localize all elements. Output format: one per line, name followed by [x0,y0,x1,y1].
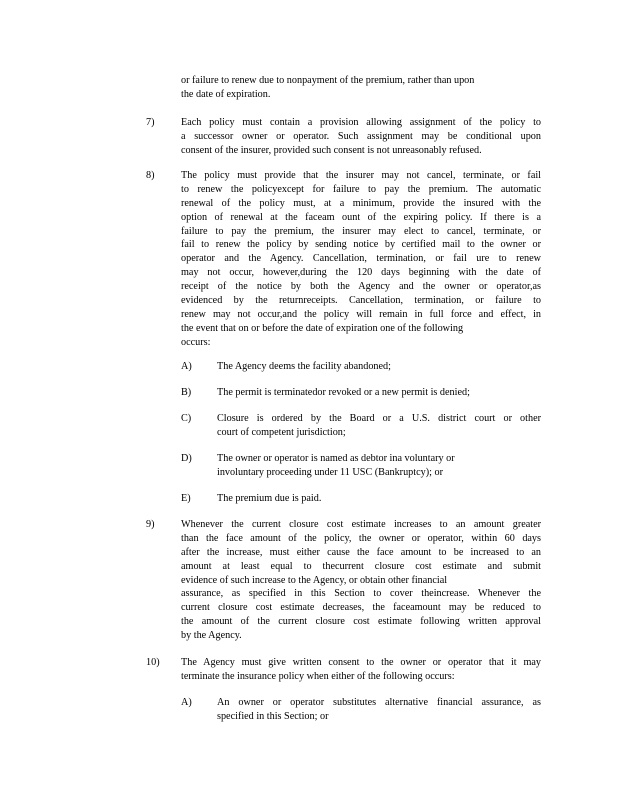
paragraph-line: fail to renew the policy by sending notice by certified mail to the owner or [181,239,541,251]
paragraph-line: or failure to renew due to nonpayment of the premium, rather than upon [181,75,475,86]
paragraph-line: current closure cost estimate decreases, the faceamount may be reduced to [181,602,541,614]
paragraph-line: The premium due is paid. [217,493,322,504]
paragraph-line: may not occur, however,during the 120 days beginning with the date of [181,267,541,279]
sub-item-letter: B) [181,387,192,398]
item-number: 10) [146,657,160,668]
paragraph-line: Closure is ordered by the Board or a U.S. district court or other [217,413,541,424]
paragraph-line: Whenever the current closure cost estimate increases to an amount greater [181,519,541,530]
sub-item-body [217,696,541,724]
item-body [181,656,541,684]
item-number: 8) [146,170,155,181]
item-body [181,518,541,643]
sub-item-letter: E) [181,493,191,504]
sub-item-body [217,412,541,440]
sub-item-body [217,452,541,480]
paragraph-line: to renew the policyexcept for failure to pay the premium. The automatic [181,183,541,195]
paragraph-line: than the face amount of the policy, the owner or operator, within 60 days [181,532,541,544]
item-number: 9) [146,519,155,530]
paragraph-line: occurs: [181,336,211,348]
paragraph-line: the event that on or before the date of expiration one of the following [181,322,464,334]
continuation-paragraph [181,74,541,102]
paragraph-line: evidence of such increase to the Agency, or obtain other financial [181,574,448,586]
item-number: 7) [146,117,155,128]
item-body [181,116,541,158]
paragraph-line: by the Agency. [181,630,242,642]
paragraph-line: The Agency must give written consent to the owner or operator that it may [181,657,541,668]
item-body [181,169,541,350]
paragraph-line: The Agency deems the facility abandoned; [217,361,391,372]
sub-item-body [217,386,541,400]
paragraph-line: the date of expiration. [181,88,271,100]
sub-item-body [217,360,541,374]
sub-item-letter: C) [181,413,192,424]
paragraph-line: Each policy must contain a provision allowing assignment of the policy to [181,117,541,128]
paragraph-line: option of renewal at the faceam ount of the expiring policy. If there is a [181,211,541,223]
paragraph-line: court of competent jurisdiction; [217,426,346,438]
paragraph-line: renewal of the policy must, at a minimum, provide the insured with the [181,197,541,209]
paragraph-line: An owner or operator substitutes alternative financial assurance, as [217,697,541,708]
paragraph-line: a successor owner or operator. Such assignment may be conditional upon [181,130,541,142]
paragraph-line: The policy must provide that the insurer may not cancel, terminate, or fail [181,170,541,181]
paragraph-line: The owner or operator is named as debtor ina voluntary or [217,453,455,464]
paragraph-line: the amount of the current closure cost estimate following written approval [181,616,541,628]
paragraph-line: renew may not occur,and the policy will remain in full force and effect, in [181,308,541,320]
paragraph-line: assurance, as specified in this Section to cover theincrease. Whenever the [181,588,541,600]
paragraph-line: after the increase, must either cause the face amount to be increased to an [181,546,541,558]
paragraph-line: evidenced by the returnreceipts. Cancellation, termination, or failure to [181,295,541,307]
sub-item-letter: D) [181,453,192,464]
paragraph-line: The permit is terminatedor revoked or a new permit is denied; [217,387,470,398]
paragraph-line: specified in this Section; or [217,710,329,722]
paragraph-line: amount at least equal to thecurrent closure cost estimate and submit [181,560,541,572]
paragraph-line: operator and the Agency. Cancellation, termination, or fail ure to renew [181,253,541,265]
paragraph-line: failure to pay the premium, the insurer may elect to cancel, terminate, or [181,225,541,237]
paragraph-line: involuntary proceeding under 11 USC (Bankruptcy); or [217,466,443,478]
paragraph-line: receipt of the notice by both the Agency and the owner or operator,as [181,281,541,293]
sub-item-letter: A) [181,697,192,708]
sub-item-letter: A) [181,361,192,372]
sub-item-body [217,492,541,506]
paragraph-line: consent of the insurer, provided such consent is not unreasonably refused. [181,144,482,156]
paragraph-line: terminate the insurance policy when either of the following occurs: [181,670,455,682]
